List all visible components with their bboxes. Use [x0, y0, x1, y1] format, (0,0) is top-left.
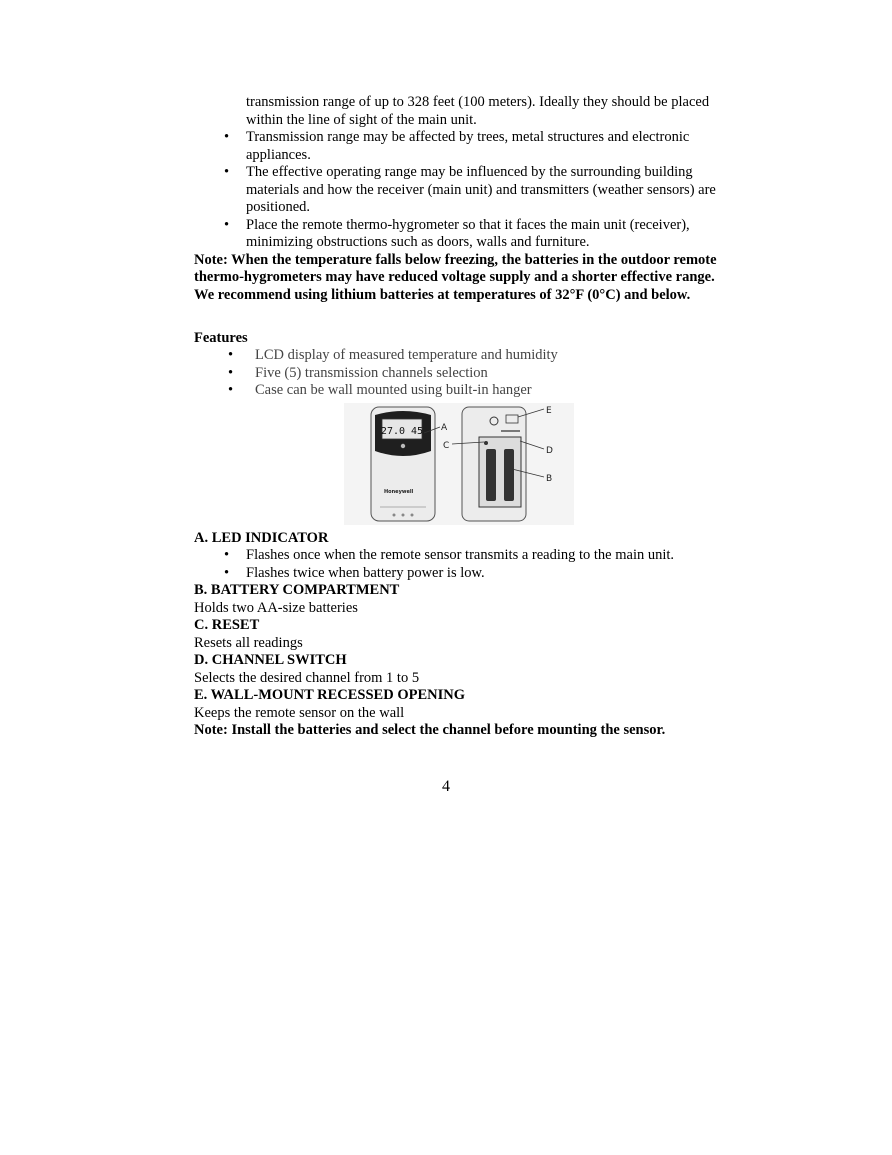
reset-button-icon: [484, 441, 488, 445]
brand-logo: Honeywell: [384, 488, 414, 495]
part-c-heading: C. RESET: [194, 617, 260, 633]
list-item: • The effective operating range may be influenced by the surrounding building materials and how the receiver (main unit) and transmitters (weather sensors) are positioned.: [224, 164, 716, 215]
part-e-text: Keeps the remote sensor on the wall: [194, 704, 405, 721]
bullet-icon: •: [224, 216, 230, 233]
sensor-illustration: [344, 403, 574, 525]
features-list: [194, 347, 734, 400]
part-a-bullets: [194, 547, 734, 582]
list-item: • Case can be wall mounted using built-in hanger: [228, 382, 532, 398]
bullet-icon: •: [228, 347, 234, 363]
part-a-heading: A. LED INDICATOR: [194, 529, 329, 546]
callout-e: E: [546, 405, 552, 416]
battery-icon: [486, 449, 496, 501]
list-item: • LCD display of measured temperature and humidity: [228, 347, 558, 363]
part-b-text: Holds two AA-size batteries: [194, 599, 358, 616]
callout-c: C: [443, 440, 450, 451]
list-item: • Flashes once when the remote sensor transmits a reading to the main unit.: [224, 547, 675, 563]
list-item: • Flashes twice when battery power is low.: [224, 564, 485, 581]
bullet-icon: •: [224, 164, 230, 180]
bullet-icon: •: [228, 364, 234, 381]
battery-compartment: [479, 437, 521, 507]
part-b-heading: B. BATTERY COMPARTMENT: [194, 582, 400, 598]
callout-d: D: [546, 445, 553, 456]
battery-icon: [504, 449, 514, 501]
range-bullet-list: [194, 129, 734, 252]
callout-b: B: [546, 473, 553, 484]
part-c-text: Resets all readings: [194, 634, 303, 651]
bullet-icon: •: [224, 564, 230, 581]
page-number: 4: [442, 778, 450, 795]
install-note: Note: Install the batteries and select the channel before mounting the sensor.: [194, 722, 666, 738]
bullet-icon: •: [228, 382, 234, 398]
part-d-heading: D. CHANNEL SWITCH: [194, 652, 347, 668]
bullet-icon: •: [224, 547, 230, 563]
led-indicator-icon: [401, 443, 405, 447]
freezing-note: Note: When the temperature falls below freezing, the batteries in the outdoor remote thermo-hygrometers may have reduced voltage supply and a shorter effective range. We recommend using lithium batteries at temperatures of 32°F (0°C) and below.: [194, 251, 717, 303]
bullet-icon: •: [224, 129, 230, 145]
sensor-diagram: [194, 403, 734, 525]
list-item: • Place the remote thermo-hygrometer so that it faces the main unit (receiver), minimizing obstructions such as doors, walls and furniture.: [224, 216, 690, 250]
part-e-heading: E. WALL-MOUNT RECESSED OPENING: [194, 687, 465, 703]
part-d-text: Selects the desired channel from 1 to 5: [194, 669, 420, 686]
list-item: • Transmission range may be affected by trees, metal structures and electronic appliances.: [224, 129, 690, 163]
features-heading: Features: [194, 329, 248, 346]
page-content: [194, 94, 734, 740]
sensor-back-view: [462, 407, 526, 521]
sensor-front-view: [371, 407, 435, 521]
callout-a: A: [441, 422, 448, 433]
range-continuation-text: transmission range of up to 328 feet (100 meters). Ideally they should be placed within the line of sight of the main unit.: [246, 94, 710, 128]
lcd-reading: 27.0 45: [380, 425, 424, 437]
list-item: • Five (5) transmission channels selection: [228, 364, 488, 381]
